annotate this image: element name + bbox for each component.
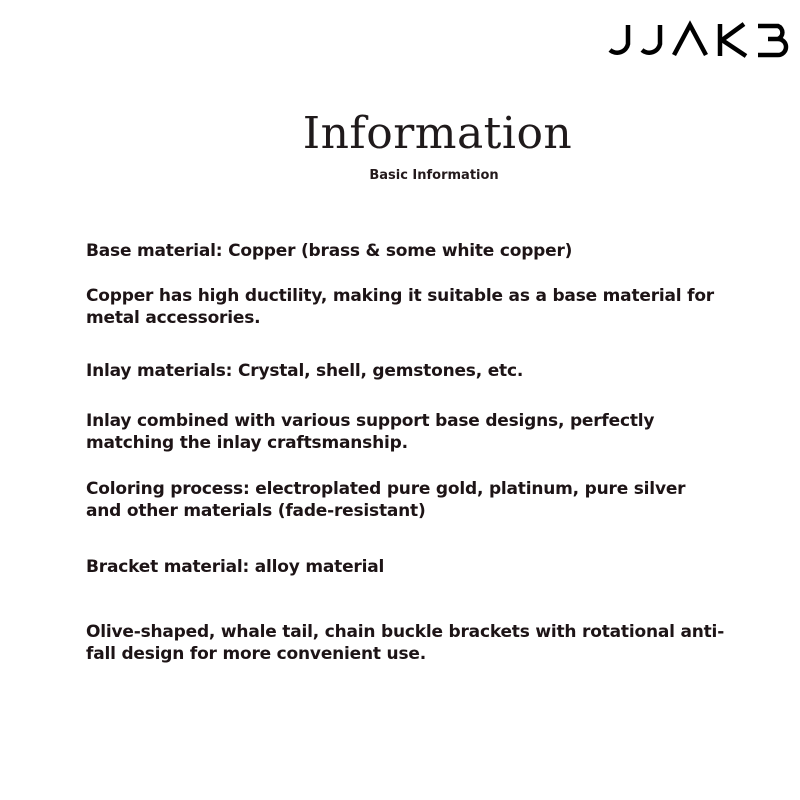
page-title: Information [302,108,573,159]
info-coloring-process: Coloring process: electroplated pure gold, platinum, pure silver and other materials (fade-resistant) [86,479,686,521]
brand-logo [608,20,790,60]
info-inlay-designs: Inlay combined with various support base designs, perfectly matching the inlay craftsmanship. [86,411,655,453]
page-subtitle: Basic Information [369,168,499,183]
info-bracket-material: Bracket material: alloy material [86,557,385,577]
info-bracket-design: Olive-shaped, whale tail, chain buckle brackets with rotational anti-fall design for more convenient use. [86,622,725,664]
info-inlay-materials: Inlay materials: Crystal, shell, gemstones, etc. [86,361,524,381]
info-copper-ductility: Copper has high ductility, making it suitable as a base material for metal accessories. [86,286,714,328]
brand-logo-mark [608,20,790,60]
info-base-material: Base material: Copper (brass & some white copper) [86,241,573,261]
